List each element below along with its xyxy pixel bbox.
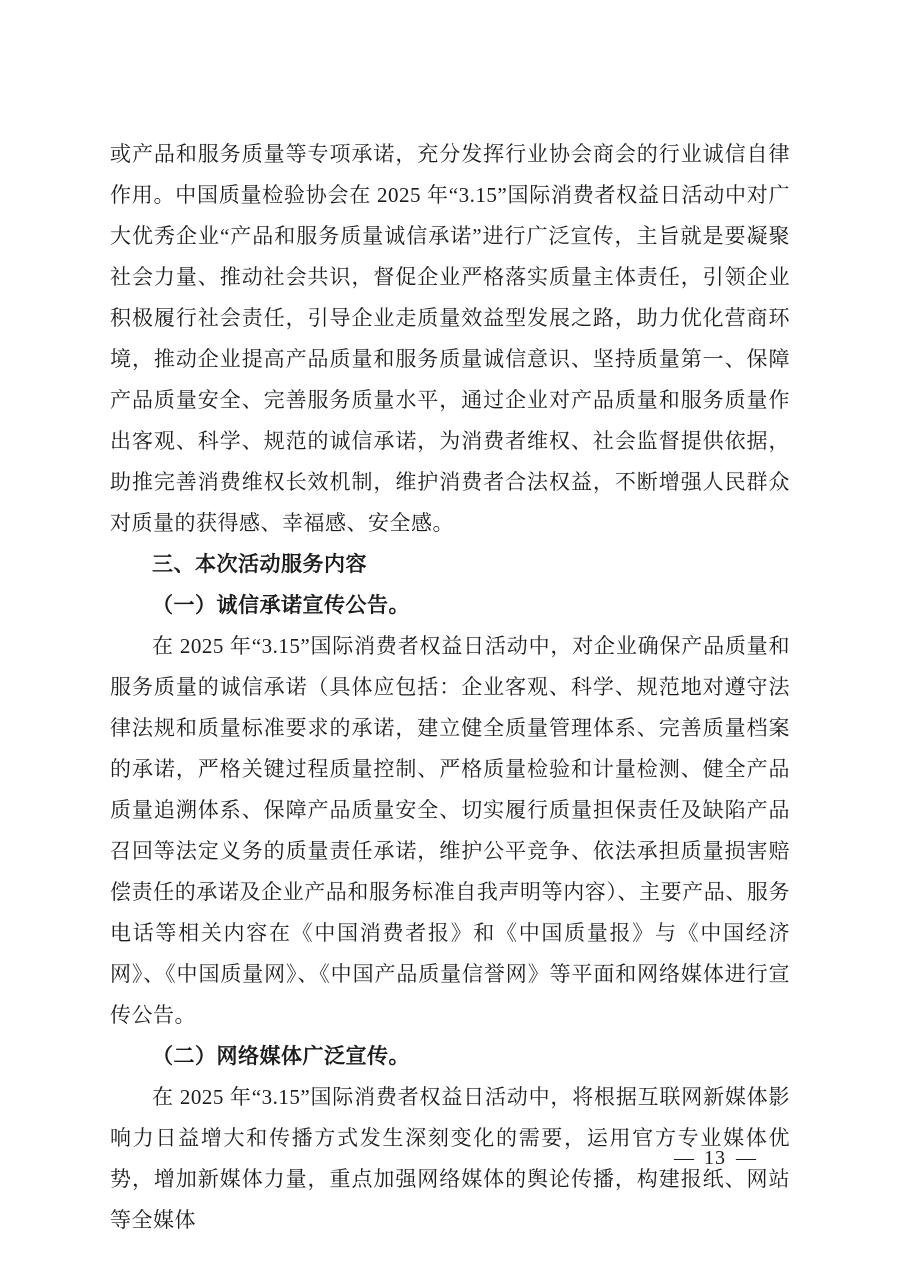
- page-number: [664, 1144, 766, 1172]
- page-number-dash-left: —: [674, 1147, 694, 1169]
- paragraph-announcement-details: 在 2025 年“3.15”国际消费者权益日活动中，对企业确保产品质量和服务质量的诚信承诺（具体应包括：企业客观、科学、规范地对遵守法律法规和质量标准要求的承诺，建立健全质量管理体系、完善质量档案的承诺，严格关键过程质量控制、严格质量检验和计量检测、健全产品质量追溯体系、保障产品质量安全、切实履行质量担保责任及缺陷产品召回等法定义务的质量责任承诺，维护公平竞争、依法承担质量损害赔偿责任的承诺及企业产品和服务标准自我声明等内容）、主要产品、服务电话等相关内容在《中国消费者报》和《中国质量报》与《中国经济网》、《中国质量网》、《中国产品质量信誉网》等平面和网络媒体进行宣传公告。: [110, 634, 790, 1027]
- subsection-heading-integrity-promise-announcement: （一）诚信承诺宣传公告。: [152, 593, 410, 617]
- subsection-heading-network-media-promotion: （二）网络媒体广泛宣传。: [152, 1044, 410, 1068]
- page-number-dash-right: —: [736, 1147, 756, 1169]
- paragraph-network-media-details: 在 2025 年“3.15”国际消费者权益日活动中，将根据互联网新媒体影响力日益增大和传播方式发生深刻变化的需要，运用官方专业媒体优势，增加新媒体力量，重点加强网络媒体的舆论传播，构建报纸、网站等全媒体: [110, 1085, 790, 1232]
- page-number-value: 13: [704, 1147, 726, 1169]
- paragraph-integrity-promise-continuation: 或产品和服务质量等专项承诺，充分发挥行业协会商会的行业诚信自律作用。中国质量检验协会在 2025 年“3.15”国际消费者权益日活动中对广大优秀企业“产品和服务质量诚信承诺”进行广泛宣传，主旨就是要凝聚社会力量、推动社会共识，督促企业严格落实质量主体责任，引领企业积极履行社会责任，引导企业走质量效益型发展之路，助力优化营商环境，推动企业提高产品质量和服务质量诚信意识、坚持质量第一、保障产品质量安全、完善服务质量水平，通过企业对产品质量和服务质量作出客观、科学、规范的诚信承诺，为消费者维权、社会监督提供依据，助推完善消费维权长效机制，维护消费者合法权益，不断增强人民群众对质量的获得感、幸福感、安全感。: [110, 142, 790, 535]
- section-heading-activity-service-content: 三、本次活动服务内容: [152, 553, 367, 576]
- page-body: [110, 134, 790, 1241]
